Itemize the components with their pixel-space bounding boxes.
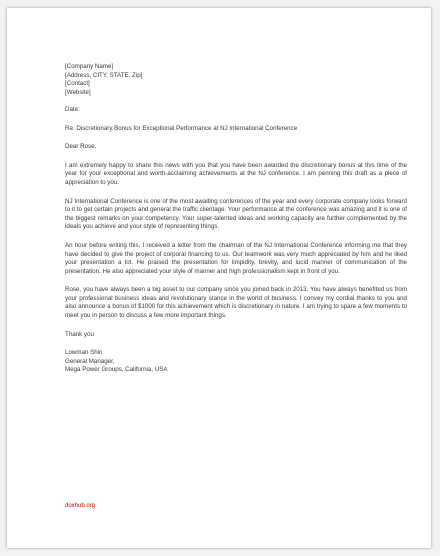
signer-name: Lowman Shin (65, 349, 103, 357)
closing-line: Thank you (65, 330, 94, 338)
signer-title: General Manager, (65, 357, 115, 365)
sender-address-block (65, 63, 407, 97)
date-label: Date: (65, 105, 80, 113)
letter-page (7, 8, 431, 548)
body-paragraph-2: NJ International Conference is one of the most awaiting conferences of the year and every corporate company looks forward to it to get certain projects and general the traffic clientage. Your performance at the conference was amazing and it is one of the biggest remarks on your competency. Your super-talented ideas and working capacity are further complemented by the ideals you achieve and your style of representing things. (65, 197, 407, 231)
signature-block (65, 349, 407, 375)
company-contact: [Contact] (65, 80, 90, 88)
salutation: Dear Rose, (65, 143, 97, 151)
signer-company: Mega Power Groups, California, USA (65, 366, 168, 374)
company-website: [Website] (65, 88, 91, 96)
subject-line: Re. Discretionary Bonus for Exceptional Performance at NJ International Conference (65, 124, 298, 132)
body-paragraph-3: An hour before writing this, I received a letter from the chairman of the NJ International Conference informing me that they have decided to give the project of corporal financing to us. Our teamwork was very much appreciated by him and he liked your presentation a lot. He praised the presentation for limpidity, brevity, and lucid manner of communication of the presentation. He also appreciated your style of manner and high professionalism kept in front of you. (65, 241, 407, 275)
company-name: [Company Name] (65, 63, 114, 70)
footer-site-link[interactable]: doxhub.org (65, 503, 96, 509)
body-paragraph-4: Rose, you have always been a big asset to our company since you joined back in 2013. You have always benefited us from your professional business ideas and revolutionary stance in the world of business. I convey my cordial thanks to you and also announce a bonus of $1000 for this achievement which is discretionary in nature. I am trying to spare a few moments to meet you in person to discuss a few more important things. (65, 286, 407, 320)
company-address: [Address, CITY, STATE, Zip] (65, 71, 143, 79)
body-paragraph-1: I am extremely happy to share this news with you that you have been awarded the discretionary bonus at this time of the year for your exceptional and worth-acclaiming achievements at the NJ conference. I am penning this draft as a piece of appreciation to you. (65, 161, 407, 186)
